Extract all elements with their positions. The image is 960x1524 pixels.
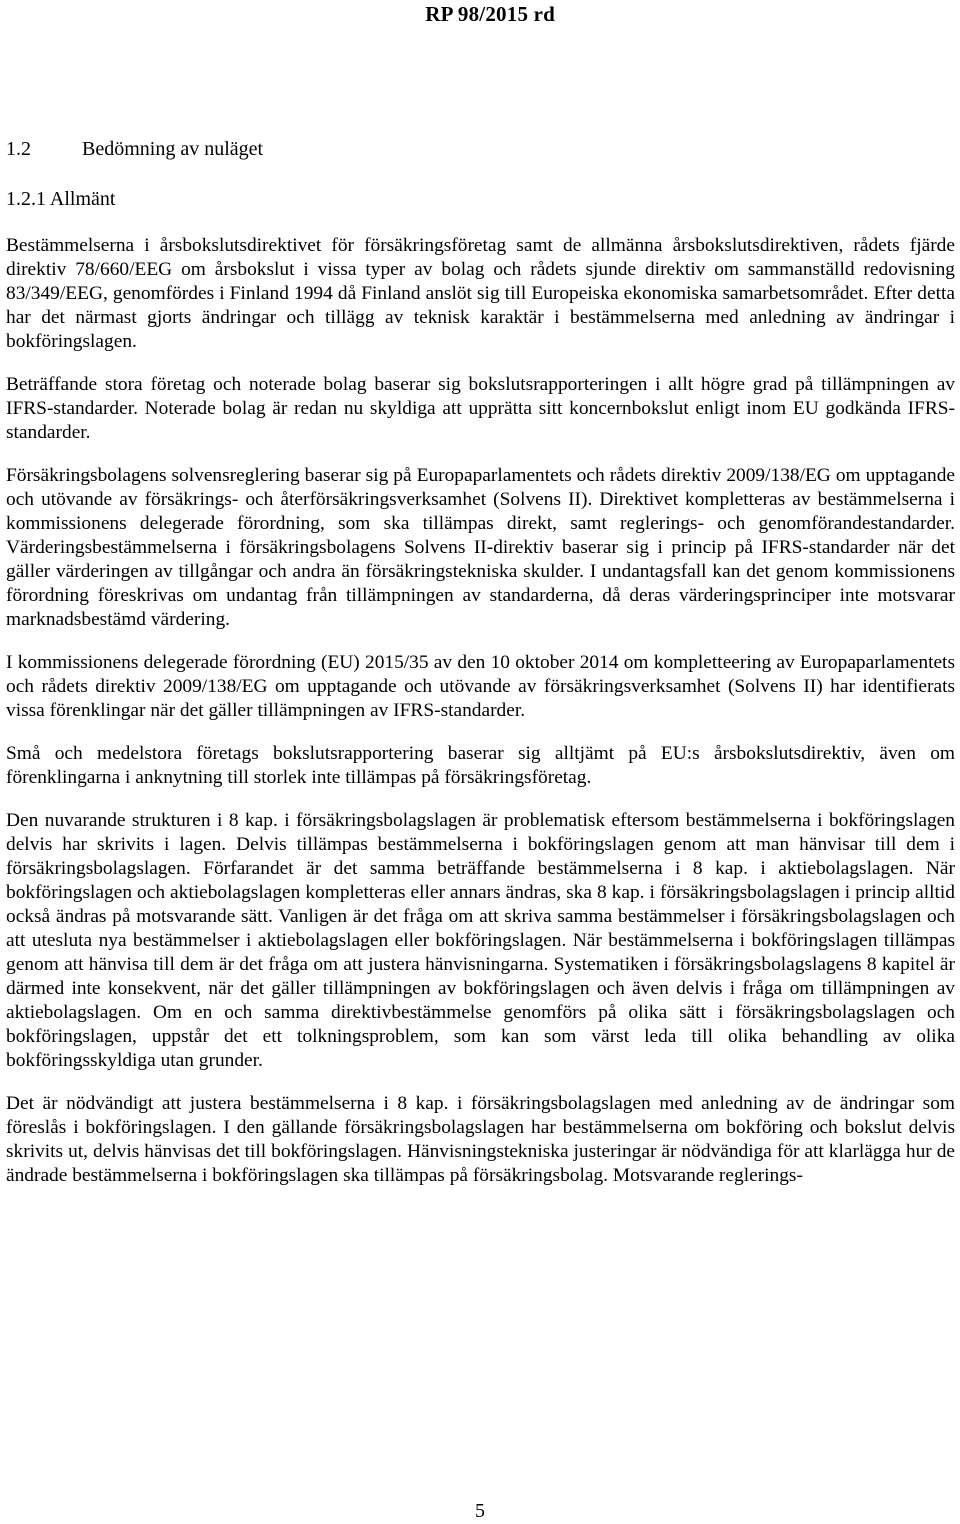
paragraph: Den nuvarande strukturen i 8 kap. i försäkringsbolagslagen är problematisk eftersom bestämmelserna i bokföringslagen delvis har skrivits i lagen. Delvis tillämpas bestämmelserna i bokföringslagen genom att man hänvisar till dem i försäkringsbolagslagen. Förfarandet är det samma beträffande bestämmelserna i 8 kap. i aktiebolagslagen. När bokföringslagen och aktiebolagslagen kompletteras eller annars ändras, ska 8 kap. i försäkringsbolagslagen i princip alltid också ändras på motsvarande sätt. Vanligen är det fråga om att skriva samma bestämmelser i försäkringsbolagslagen och att utesluta nya bestämmelser i aktiebolagslagen eller bokföringslagen. När bestämmelserna i bokföringslagen tillämpas genom att hänvisa till dem är det fråga om att justera hänvisningarna. Systematiken i försäkringsbolagslagens 8 kapitel är därmed inte konsekvent, när det gäller tillämpningen av bokföringslagen och även delvis i fråga om tillämpningen av aktiebolagslagen. Om en och samma direktivbestämmelse genomförs på olika sätt i försäkringsbolagslagen och bokföringslagen, uppstår det ett tolkningsproblem, som kan som värst leda till olika behandling av olika bokföringsskyldiga utan grunder. [6, 810, 955, 1071]
page-number: 5 [475, 1500, 485, 1522]
section-heading [6, 138, 263, 161]
paragraph: Försäkringsbolagens solvensreglering baserar sig på Europaparlamentets och rådets direktiv 2009/138/EG om upptagande och utövande av försäkrings- och återförsäkringsverksamhet (Solvens II). Direktivet kompletteras av bestämmelserna i kommissionens delegerade förordning, som ska tillämpas direkt, samt reglerings- och genomförandestandarder. Värderingsbestämmelserna i försäkringsbolagens Solvens II-direktiv baserar sig i princip på IFRS-standarder när det gäller värderingen av tillgångar och andra än försäkringstekniska skulder. I undantagsfall kan det genom kommissionens förordning föreskrivas om undantag från tillämpningen av standarderna, då deras värderingsprinciper inte motsvarar marknadsbestämd värdering. [6, 465, 955, 630]
paragraph: Små och medelstora företags bokslutsrapportering baserar sig alltjämt på EU:s årsbokslutsdirektiv, även om förenklingarna i anknytning till storlek inte tillämpas på försäkringsföretag. [6, 743, 955, 788]
paragraph: I kommissionens delegerade förordning (EU) 2015/35 av den 10 oktober 2014 om kompletteering av Europaparlamentets och rådets direktiv 2009/138/EG om upptagande och utövande av försäkringsverksamhet (Solvens II) har identifierats vissa förenklingar när det gäller tillämpningen av IFRS-standarder. [6, 652, 955, 721]
subsection-title: Allmänt [49, 188, 116, 210]
section-number: 1.2 [6, 138, 31, 160]
subsection-number: 1.2.1 [6, 188, 46, 210]
paragraph: Det är nödvändigt att justera bestämmelserna i 8 kap. i försäkringsbolagslagen med anledning av de ändringar som föreslås i bokföringslagen. I den gällande försäkringsbolagslagen har bestämmelserna om bokföring och bokslut delvis skrivits ut, delvis hänvisas det till bokföringslagen. Hänvisningstekniska justeringar är nödvändiga för att klarlägga hur de ändrade bestämmelserna i bokföringslagen ska tillämpas på försäkringsbolag. Motsvarande reglerings- [6, 1093, 955, 1186]
body-text [6, 234, 955, 1207]
paragraph: Beträffande stora företag och noterade bolag baserar sig bokslutsrapporteringen i allt högre grad på tillämpningen av IFRS-standarder. Noterade bolag är redan nu skyldiga att upprätta sitt koncernbokslut enligt inom EU godkända IFRS-standarder. [6, 374, 955, 443]
section-title: Bedömning av nuläget [82, 138, 264, 160]
paragraph: Bestämmelserna i årsbokslutsdirektivet för försäkringsföretag samt de allmänna årsbokslutsdirektiven, rådets fjärde direktiv 78/660/EEG om årsbokslut i vissa typer av bolag och rådets sjunde direktiv om sammanställd redovisning 83/349/EEG, genomfördes i Finland 1994 då Finland anslöt sig till Europeiska ekonomiska samarbetsområdet. Efter detta har det närmast gjorts ändringar och tillägg av teknisk karaktär i bestämmelserna med anledning av ändringar i bokföringslagen. [6, 235, 955, 352]
subsection-heading [6, 188, 115, 211]
document-id: RP 98/2015 rd [425, 2, 555, 26]
